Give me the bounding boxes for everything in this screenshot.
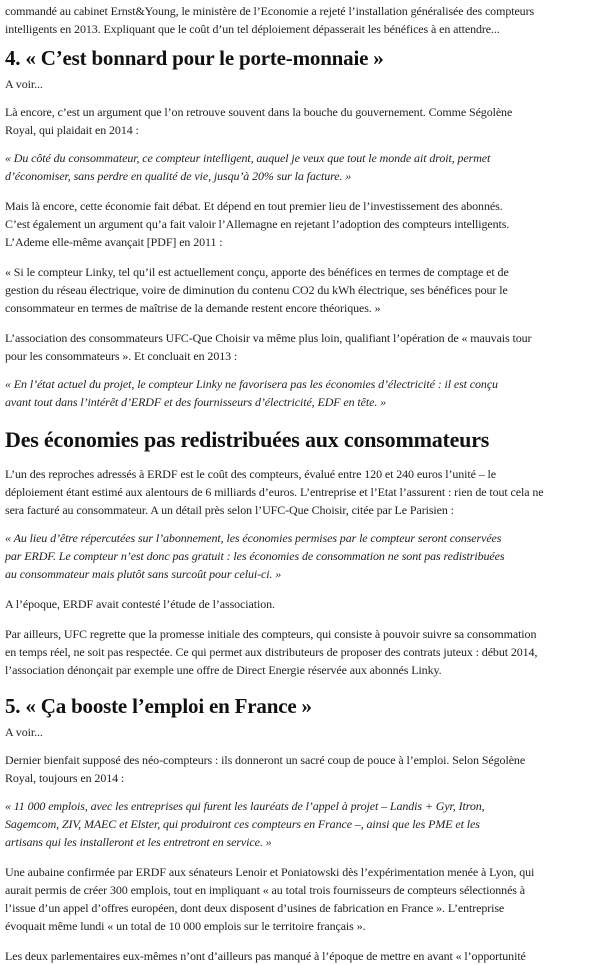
intro-paragraph: commandé au cabinet Ernst&Young, le ministère de l’Economie a rejeté l’installation généralisée des compteurs intelligents en 2013. Expliquant que le coût d’un tel déploiement dépasserait les bénéfices à en attendre... [5, 4, 535, 36]
section-economies-quote-ufc: « Au lieu d’être répercutées sur l’abonnement, les économies permises par le compteur seront conservées par ERDF. Le compteur n’est donc pas gratuit : les économies de consommation ne sont pas redistribuées au consommateur mais plutôt sans surcoût pour celui-ci. » [5, 531, 505, 581]
section-economies-heading: Des économies pas redistribuées aux consommateurs [5, 427, 490, 452]
section-economies-paragraph-1: L’un des reproches adressés à ERDF est le coût des compteurs, évalué entre 120 et 240 euros l’unité – le déploiement étant estimé aux alentours de 6 milliards d’euros. L’entreprise et l’Etat l’assurent : rien de tout cela ne sera facturé au consommateur. A un détail près selon l’UFC-Que Choisir, citée par Le Parisien : [5, 467, 544, 517]
section-4-quote-ademe: « Si le compteur Linky, tel qu’il est actuellement conçu, apporte des bénéfices en termes de comptage et de gestion du réseau électrique, voire de diminution du contenu CO2 du kWh électrique, ses bénéfices pour le consommateur en termes de maîtrise de la demande restent encore théoriques. » [5, 265, 509, 315]
section-4-paragraph-2: Mais là encore, cette économie fait débat. Et dépend en tout premier lieu de l’investissement des abonnés. C’est également un argument qu’a fait valoir l’Allemagne en rejetant l’adoption des compteurs intelligents. L’Ademe elle-même avançait [PDF] en 2011 : [5, 199, 510, 249]
section-4-paragraph-1: Là encore, c’est un argument que l’on retrouve souvent dans la bouche du gouvernement. Comme Ségolène Royal, qui plaidait en 2014 : [5, 105, 513, 137]
section-4-heading: 4. « C’est bonnard pour le porte-monnaie » [5, 46, 384, 70]
section-5-paragraph-3: Les deux parlementaires eux-mêmes n’ont d’ailleurs pas manqué à l’époque de mettre en avant « l’opportunité [5, 949, 526, 963]
section-economies-paragraph-2: A l’époque, ERDF avait contesté l’étude de l’association. [5, 597, 275, 611]
section-5-quote-royal: « 11 000 emplois, avec les entreprises qui furent les lauréats de l’appel à projet – Landis + Gyr, Itron, Sagemcom, ZIV, MAEC et Elster, qui produiront ces compteurs en France –, ainsi que les PME et les artisans qui les installeront et les entretront en service. » [5, 799, 485, 849]
section-4-paragraph-3: L’association des consommateurs UFC-Que Choisir va même plus loin, qualifiant l’opération de « mauvais tour pour les consommateurs ». Et concluait en 2013 : [5, 331, 532, 363]
section-5-heading: 5. « Ça booste l’emploi en France » [5, 694, 312, 718]
section-5-paragraph-2: Une aubaine confirmée par ERDF aux sénateurs Lenoir et Poniatowski dès l’expérimentation menée à Lyon, qui aurait permis de créer 300 emplois, tout en impliquant « au total trois fournisseurs de compteurs sélectionnés à l’issue d’un appel d’offres européen, dont deux disposent d’usines de fabrication en France ». L’entreprise évoquait même lundi « un total de 10 000 emplois sur le territoire français ». [5, 865, 535, 933]
section-economies-paragraph-3: Par ailleurs, UFC regrette que la promesse initiale des compteurs, qui consiste à pouvoir suivre sa consommation en temps réel, ne soit pas respectée. Ce qui permet aux distributeurs de proposer des contrats juteux : début 2014, l’association dénonçait par exemple une offre de Direct Energie réservée aux abonnés Linky. [5, 627, 538, 677]
section-4-quote-royal: « Du côté du consommateur, ce compteur intelligent, auquel je veux que tout le monde ait droit, permet d’économiser, sans perdre en qualité de vie, jusqu’à 20% sur la facture. » [5, 151, 491, 183]
section-4-a-voir: A voir... [5, 77, 43, 91]
section-5-a-voir: A voir... [5, 725, 43, 739]
section-5-paragraph-1: Dernier bienfait supposé des néo-compteurs : ils donneront un sacré coup de pouce à l’emploi. Selon Ségolène Royal, toujours en 2014 : [5, 753, 526, 785]
section-4-quote-ufc: « En l’état actuel du projet, le compteur Linky ne favorisera pas les économies d’électricité : il est conçu avant tout dans l’intérêt d’ERDF et des fournisseurs d’électricité, EDF en tête. » [5, 377, 498, 409]
article-page [5, 0, 601, 965]
